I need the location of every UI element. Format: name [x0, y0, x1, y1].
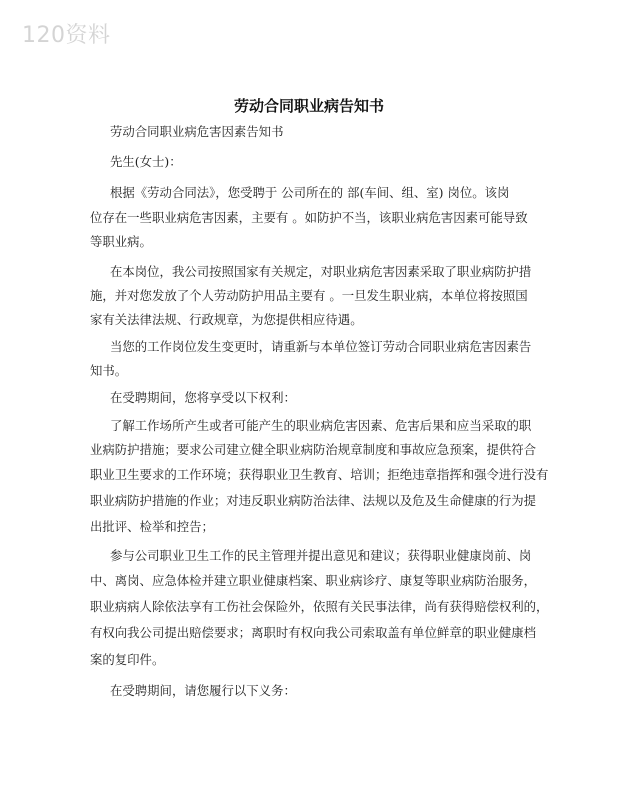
paragraph-line: 等职业病。	[90, 234, 152, 249]
paragraph-line: 了解工作场所产生或者可能产生的职业病危害因素、危害后果和应当采取的职	[110, 418, 532, 433]
paragraph-line: 出批评、检举和控告；	[90, 519, 214, 534]
subtitle-line: 劳动合同职业病危害因素告知书	[110, 124, 284, 139]
paragraph-line: 家有关法律法规、行政规章，为您提供相应待遇。	[90, 312, 363, 327]
paragraph-line: 案的复印件。	[90, 652, 165, 667]
paragraph-line: 有权向我公司提出赔偿要求；离职时有权向我公司索取盖有单位鲜章的职业健康档	[90, 625, 537, 640]
salutation-line: 先生(女士)：	[110, 154, 182, 169]
paragraph-line: 参与公司职业卫生工作的民主管理并提出意见和建议；获得职业健康岗前、岗	[110, 548, 532, 563]
document-title: 劳动合同职业病告知书	[233, 97, 384, 115]
paragraph-line: 根据《劳动合同法》，您受聘于 公司所在的 部(车间、组、室) 岗位。该岗	[110, 185, 510, 200]
paragraph-line: 在受聘期间，您将享受以下权利：	[110, 390, 296, 405]
paragraph-line: 位存在一些职业病危害因素，主要有 。如防护不当，该职业病危害因素可能导致	[90, 210, 528, 225]
paragraph-line: 当您的工作岗位发生变更时，请重新与本单位签订劳动合同职业病危害因素告	[110, 339, 532, 354]
paragraph-line: 中、离岗、应急体检并建立职业健康档案、职业病诊疗、康复等职业病防治服务，	[90, 573, 537, 588]
paragraph-line: 职业病病人除依法享有工伤社会保险外，依照有关民事法律，尚有获得赔偿权利的，	[90, 599, 549, 614]
paragraph-line: 在受聘期间，请您履行以下义务：	[110, 683, 296, 698]
watermark-logo: 120资料	[22, 23, 111, 48]
paragraph-line: 职业卫生要求的工作环境；获得职业卫生教育、培训；拒绝违章指挥和强令进行没有	[90, 467, 549, 482]
paragraph-line: 业病防护措施；要求公司建立健全职业病防治规章制度和事故应急预案，提供符合	[90, 442, 537, 457]
paragraph-line: 在本岗位，我公司按照国家有关规定，对职业病危害因素采取了职业病防护措	[110, 264, 532, 279]
paragraph-line: 职业病防护措施的作业；对违反职业病防治法律、法规以及危及生命健康的行为提	[90, 493, 537, 508]
paragraph-line: 施，并对您发放了个人劳动防护用品主要有 。一旦发生职业病，本单位将按照国	[90, 288, 528, 303]
paragraph-line: 知书。	[90, 363, 128, 378]
